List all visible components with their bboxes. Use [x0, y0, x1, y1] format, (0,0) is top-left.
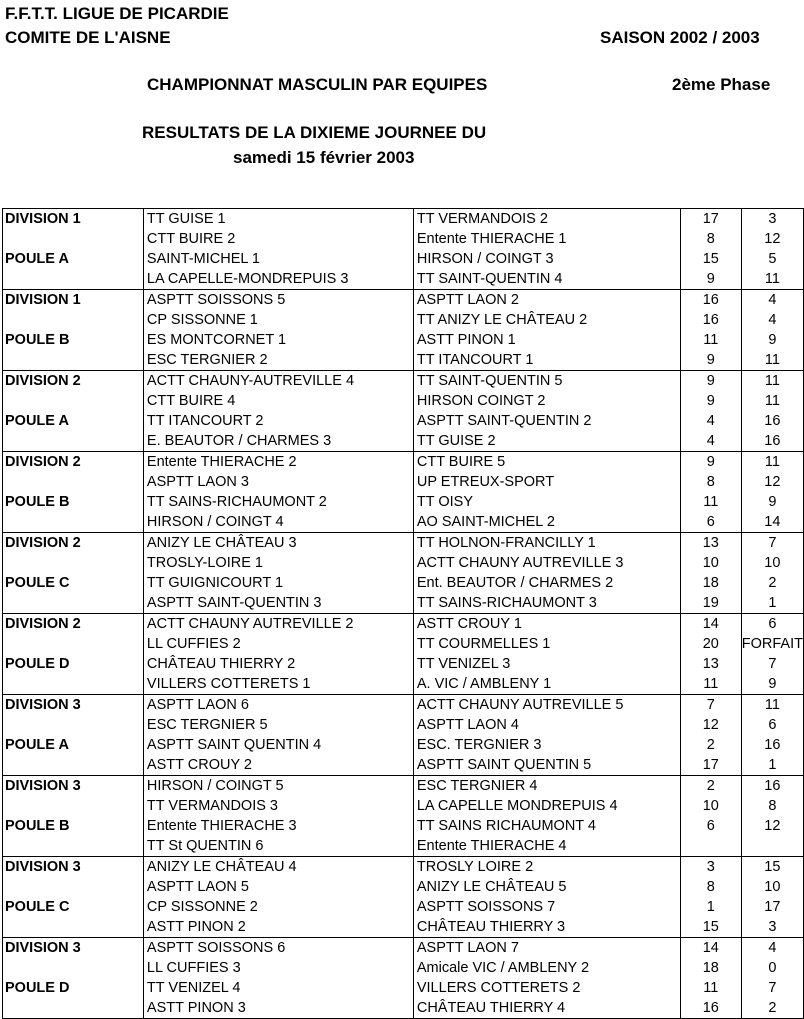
match-row: [3, 614, 804, 635]
away-score: 10: [741, 877, 803, 897]
match-row: [3, 533, 804, 554]
group-label-blank: [3, 836, 144, 857]
away-team: ASPTT LAON 2: [413, 290, 680, 311]
away-team: ACTT CHAUNY AUTREVILLE 3: [413, 553, 680, 573]
away-score: 11: [741, 695, 803, 716]
match-row: [3, 229, 804, 249]
group-label-blank: [3, 715, 144, 735]
home-score: 14: [680, 614, 741, 635]
home-score: 16: [680, 290, 741, 311]
home-team: CP SISSONNE 1: [143, 310, 413, 330]
home-score: 9: [680, 452, 741, 473]
group-label-blank: [3, 391, 144, 411]
away-score: 16: [741, 431, 803, 452]
home-score: 11: [680, 330, 741, 350]
match-row: [3, 391, 804, 411]
home-score: 4: [680, 431, 741, 452]
home-team: ASPTT SAINT-QUENTIN 3: [143, 593, 413, 614]
match-row: [3, 776, 804, 797]
home-team: ASPTT LAON 5: [143, 877, 413, 897]
home-score: 15: [680, 249, 741, 269]
away-team: ASPTT SOISSONS 7: [413, 897, 680, 917]
away-team: HIRSON COINGT 2: [413, 391, 680, 411]
away-score: 16: [741, 411, 803, 431]
away-team: ASTT CROUY 1: [413, 614, 680, 635]
season-label: SAISON 2002 / 2003: [600, 28, 760, 47]
group-label-blank: [3, 958, 144, 978]
group-label-blank: [3, 634, 144, 654]
home-team: TT VENIZEL 4: [143, 978, 413, 998]
away-score: 0: [741, 958, 803, 978]
match-row: [3, 897, 804, 917]
away-score: 1: [741, 593, 803, 614]
away-team: Amicale VIC / AMBLENY 2: [413, 958, 680, 978]
away-score: 7: [741, 654, 803, 674]
home-score: 11: [680, 492, 741, 512]
away-score: 11: [741, 350, 803, 371]
home-team: ASTT PINON 3: [143, 998, 413, 1019]
match-row: [3, 917, 804, 938]
match-row: [3, 715, 804, 735]
away-team: CHÂTEAU THIERRY 4: [413, 998, 680, 1019]
home-score: [680, 836, 741, 857]
home-score: 12: [680, 715, 741, 735]
home-score: 20: [680, 634, 741, 654]
home-team: ES MONTCORNET 1: [143, 330, 413, 350]
away-score: 2: [741, 998, 803, 1019]
home-team: TT GUIGNICOURT 1: [143, 573, 413, 593]
match-row: [3, 290, 804, 311]
away-team: Ent. BEAUTOR / CHARMES 2: [413, 573, 680, 593]
home-score: 13: [680, 533, 741, 554]
home-score: 10: [680, 796, 741, 816]
home-team: LL CUFFIES 3: [143, 958, 413, 978]
away-score: 9: [741, 492, 803, 512]
home-team: ESC TERGNIER 5: [143, 715, 413, 735]
away-score: 9: [741, 674, 803, 695]
poule-label: POULE B: [3, 330, 144, 350]
home-score: 3: [680, 857, 741, 878]
match-row: [3, 877, 804, 897]
match-row: [3, 796, 804, 816]
home-team: LL CUFFIES 2: [143, 634, 413, 654]
match-row: [3, 452, 804, 473]
away-score: 14: [741, 512, 803, 533]
away-team: LA CAPELLE MONDREPUIS 4: [413, 796, 680, 816]
away-team: A. VIC / AMBLENY 1: [413, 674, 680, 695]
away-score: FORFAIT: [741, 636, 803, 652]
results-body: [3, 209, 804, 1019]
poule-label: POULE A: [3, 411, 144, 431]
home-score: 17: [680, 755, 741, 776]
away-team: UP ETREUX-SPORT: [413, 472, 680, 492]
home-team: TT VERMANDOIS 3: [143, 796, 413, 816]
match-row: [3, 209, 804, 230]
group-label-blank: [3, 553, 144, 573]
away-team: TT HOLNON-FRANCILLY 1: [413, 533, 680, 554]
match-row: [3, 695, 804, 716]
home-score: 17: [680, 209, 741, 230]
division-label: DIVISION 1: [3, 209, 144, 230]
match-row: [3, 593, 804, 614]
home-score: 9: [680, 391, 741, 411]
away-score: 12: [741, 472, 803, 492]
group-label-blank: [3, 674, 144, 695]
away-team: TT SAINS RICHAUMONT 4: [413, 816, 680, 836]
away-score: 17: [741, 897, 803, 917]
championship-title: CHAMPIONNAT MASCULIN PAR EQUIPES: [147, 75, 488, 94]
away-score: 2: [741, 573, 803, 593]
match-row: [3, 674, 804, 695]
away-score: 4: [741, 938, 803, 959]
away-team: AO SAINT-MICHEL 2: [413, 512, 680, 533]
home-team: E. BEAUTOR / CHARMES 3: [143, 431, 413, 452]
home-team: ACTT CHAUNY-AUTREVILLE 4: [143, 371, 413, 392]
poule-label: POULE B: [3, 492, 144, 512]
home-score: 8: [680, 877, 741, 897]
group-label-blank: [3, 917, 144, 938]
away-team: TT SAINT-QUENTIN 5: [413, 371, 680, 392]
away-score: 1: [741, 755, 803, 776]
group-label-blank: [3, 796, 144, 816]
poule-label: POULE A: [3, 735, 144, 755]
home-team: TT SAINS-RICHAUMONT 2: [143, 492, 413, 512]
away-team: TT VENIZEL 3: [413, 654, 680, 674]
match-row: [3, 836, 804, 857]
group-label-blank: [3, 512, 144, 533]
committee-name: COMITE DE L'AISNE: [5, 28, 171, 47]
match-row: [3, 350, 804, 371]
home-team: ASPTT SAINT QUENTIN 4: [143, 735, 413, 755]
home-score: 16: [680, 998, 741, 1019]
home-score: 9: [680, 269, 741, 290]
home-team: ASPTT SOISSONS 5: [143, 290, 413, 311]
away-team: TT SAINT-QUENTIN 4: [413, 269, 680, 290]
away-team: TT ITANCOURT 1: [413, 350, 680, 371]
home-score: 19: [680, 593, 741, 614]
match-row: [3, 735, 804, 755]
home-score: 6: [680, 816, 741, 836]
group-label-blank: [3, 431, 144, 452]
match-row: [3, 310, 804, 330]
match-row: [3, 654, 804, 674]
away-team: ESC. TERGNIER 3: [413, 735, 680, 755]
away-team: TT SAINS-RICHAUMONT 3: [413, 593, 680, 614]
home-team: TT GUISE 1: [143, 209, 413, 230]
home-team: ASTT PINON 2: [143, 917, 413, 938]
group-label-blank: [3, 229, 144, 249]
home-team: HIRSON / COINGT 4: [143, 512, 413, 533]
poule-label: POULE B: [3, 816, 144, 836]
away-team: HIRSON / COINGT 3: [413, 249, 680, 269]
match-row: [3, 978, 804, 998]
division-label: DIVISION 2: [3, 614, 144, 635]
home-team: SAINT-MICHEL 1: [143, 249, 413, 269]
org-name: F.F.T.T. LIGUE DE PICARDIE: [5, 4, 229, 23]
group-label-blank: [3, 310, 144, 330]
away-team: ASPTT SAINT-QUENTIN 2: [413, 411, 680, 431]
match-row: [3, 512, 804, 533]
away-team: Entente THIERACHE 1: [413, 229, 680, 249]
away-team: TT VERMANDOIS 2: [413, 209, 680, 230]
away-team: ASTT PINON 1: [413, 330, 680, 350]
home-score: 8: [680, 229, 741, 249]
away-team: TROSLY LOIRE 2: [413, 857, 680, 878]
division-label: DIVISION 3: [3, 857, 144, 878]
home-team: ASPTT SOISSONS 6: [143, 938, 413, 959]
away-score: 15: [741, 857, 803, 878]
home-team: ESC TERGNIER 2: [143, 350, 413, 371]
home-team: ASTT CROUY 2: [143, 755, 413, 776]
away-team: TT OISY: [413, 492, 680, 512]
home-team: ASPTT LAON 6: [143, 695, 413, 716]
home-team: ANIZY LE CHÂTEAU 3: [143, 533, 413, 554]
away-score: 16: [741, 735, 803, 755]
away-score: 7: [741, 978, 803, 998]
away-score: 3: [741, 917, 803, 938]
away-score: 5: [741, 249, 803, 269]
away-score: 8: [741, 796, 803, 816]
division-label: DIVISION 3: [3, 776, 144, 797]
away-score: 12: [741, 816, 803, 836]
match-row: [3, 573, 804, 593]
poule-label: POULE C: [3, 573, 144, 593]
home-score: 13: [680, 654, 741, 674]
away-team: Entente THIERACHE 4: [413, 836, 680, 857]
away-team: ASPTT SAINT QUENTIN 5: [413, 755, 680, 776]
home-score: 4: [680, 411, 741, 431]
home-team: HIRSON / COINGT 5: [143, 776, 413, 797]
away-score: 11: [741, 269, 803, 290]
away-team: VILLERS COTTERETS 2: [413, 978, 680, 998]
away-score: 11: [741, 371, 803, 392]
home-team: CHÂTEAU THIERRY 2: [143, 654, 413, 674]
match-row: [3, 249, 804, 269]
group-label-blank: [3, 998, 144, 1019]
match-row: [3, 634, 804, 654]
away-score: 11: [741, 452, 803, 473]
poule-label: POULE A: [3, 249, 144, 269]
away-team: ASPTT LAON 4: [413, 715, 680, 735]
division-label: DIVISION 2: [3, 533, 144, 554]
away-score: 16: [741, 776, 803, 797]
home-score: 2: [680, 776, 741, 797]
home-team: VILLERS COTTERETS 1: [143, 674, 413, 695]
away-team: ACTT CHAUNY AUTREVILLE 5: [413, 695, 680, 716]
match-row: [3, 492, 804, 512]
home-team: TROSLY-LOIRE 1: [143, 553, 413, 573]
home-team: CTT BUIRE 4: [143, 391, 413, 411]
match-row: [3, 816, 804, 836]
phase-label: 2ème Phase: [672, 75, 771, 94]
home-score: 10: [680, 553, 741, 573]
match-row: [3, 371, 804, 392]
division-label: DIVISION 3: [3, 695, 144, 716]
away-score: 6: [741, 715, 803, 735]
away-score: 3: [741, 209, 803, 230]
away-team: ANIZY LE CHÂTEAU 5: [413, 877, 680, 897]
poule-label: POULE D: [3, 654, 144, 674]
home-team: LA CAPELLE-MONDREPUIS 3: [143, 269, 413, 290]
away-score: 11: [741, 391, 803, 411]
match-row: [3, 857, 804, 878]
poule-label: POULE C: [3, 897, 144, 917]
home-team: Entente THIERACHE 3: [143, 816, 413, 836]
away-team: CHÂTEAU THIERRY 3: [413, 917, 680, 938]
match-row: [3, 958, 804, 978]
home-team: CTT BUIRE 2: [143, 229, 413, 249]
away-score: 12: [741, 229, 803, 249]
away-score: [741, 836, 803, 857]
division-label: DIVISION 2: [3, 452, 144, 473]
home-score: 2: [680, 735, 741, 755]
home-score: 16: [680, 310, 741, 330]
away-score: 4: [741, 310, 803, 330]
match-row: [3, 431, 804, 452]
division-label: DIVISION 3: [3, 938, 144, 959]
match-row: [3, 998, 804, 1019]
away-team: TT COURMELLES 1: [413, 634, 680, 654]
home-score: 11: [680, 978, 741, 998]
home-score: 11: [680, 674, 741, 695]
away-score: 10: [741, 553, 803, 573]
match-row: [3, 330, 804, 350]
home-team: ASPTT LAON 3: [143, 472, 413, 492]
results-title: RESULTATS DE LA DIXIEME JOURNEE DU: [142, 123, 487, 142]
poule-label: POULE D: [3, 978, 144, 998]
home-score: 1: [680, 897, 741, 917]
away-team: TT GUISE 2: [413, 431, 680, 452]
home-team: TT ITANCOURT 2: [143, 411, 413, 431]
match-date: samedi 15 février 2003: [233, 148, 415, 167]
home-score: 9: [680, 350, 741, 371]
away-team: TT ANIZY LE CHÂTEAU 2: [413, 310, 680, 330]
match-row: [3, 938, 804, 959]
home-score: 18: [680, 573, 741, 593]
home-score: 14: [680, 938, 741, 959]
home-team: CP SISSONNE 2: [143, 897, 413, 917]
match-row: [3, 269, 804, 290]
away-score: 7: [741, 533, 803, 554]
group-label-blank: [3, 755, 144, 776]
home-score: 15: [680, 917, 741, 938]
home-team: TT St QUENTIN 6: [143, 836, 413, 857]
match-row: [3, 472, 804, 492]
away-team: CTT BUIRE 5: [413, 452, 680, 473]
away-score: 4: [741, 290, 803, 311]
home-score: 7: [680, 695, 741, 716]
division-label: DIVISION 1: [3, 290, 144, 311]
group-label-blank: [3, 350, 144, 371]
match-row: [3, 411, 804, 431]
home-score: 8: [680, 472, 741, 492]
away-score: 6: [741, 614, 803, 635]
group-label-blank: [3, 877, 144, 897]
away-team: ASPTT LAON 7: [413, 938, 680, 959]
away-team: ESC TERGNIER 4: [413, 776, 680, 797]
home-team: ACTT CHAUNY AUTREVILLE 2: [143, 614, 413, 635]
home-score: 9: [680, 371, 741, 392]
home-team: Entente THIERACHE 2: [143, 452, 413, 473]
group-label-blank: [3, 593, 144, 614]
group-label-blank: [3, 269, 144, 290]
match-row: [3, 755, 804, 776]
away-score: 9: [741, 330, 803, 350]
group-label-blank: [3, 472, 144, 492]
home-score: 18: [680, 958, 741, 978]
match-row: [3, 553, 804, 573]
home-score: 6: [680, 512, 741, 533]
home-team: ANIZY LE CHÂTEAU 4: [143, 857, 413, 878]
results-table: [2, 208, 804, 1019]
division-label: DIVISION 2: [3, 371, 144, 392]
